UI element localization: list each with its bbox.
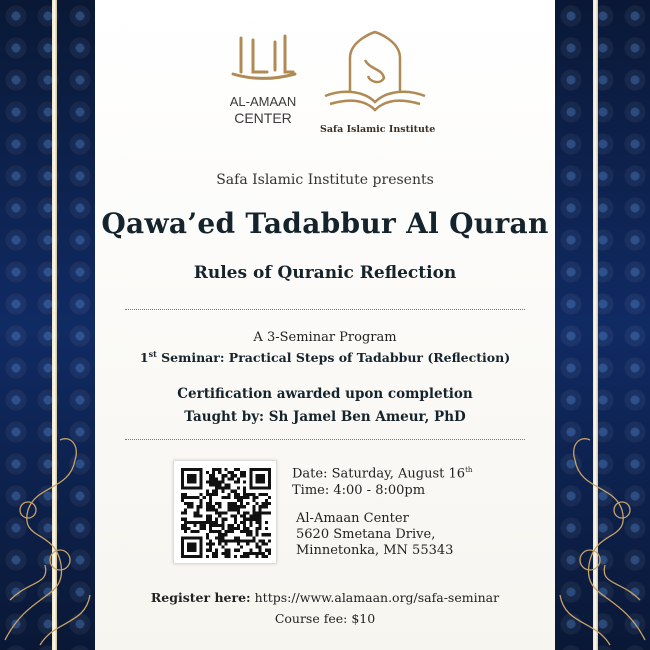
qr-code-icon: [181, 468, 271, 558]
arabic-calligraphy-icon: [223, 30, 303, 80]
program-description: A 3-Seminar Program: [253, 330, 397, 345]
venue-address: [296, 511, 453, 559]
safa-institute-logo: [320, 30, 436, 135]
event-date-suffix: th: [465, 466, 473, 474]
event-details: [292, 462, 472, 499]
teacher-line: Taught by: Sh Jamel Ben Ameur, PhD: [184, 409, 466, 425]
safa-logo-caption: Safa Islamic Institute: [320, 124, 436, 135]
divider-top: [125, 309, 525, 310]
event-date: [292, 462, 472, 482]
logo-row: [95, 30, 555, 140]
seminar-number: 1: [139, 350, 149, 366]
presents-line: Safa Islamic Institute presents: [216, 172, 434, 188]
course-fee: Course fee: $10: [274, 611, 376, 626]
event-time: Time: 4:00 - 8:00pm: [292, 483, 426, 499]
certification-note: Certification awarded upon completion: [177, 386, 473, 402]
right-ornament-border: [555, 0, 650, 650]
gold-swirl-ornament: [555, 390, 650, 650]
seminar-title: [95, 349, 555, 365]
event-date-text: Date: Saturday, August 16: [292, 466, 466, 482]
seminar-ordinal-suffix: st: [148, 349, 157, 359]
seminar-text: Seminar: Practical Steps of Tadabbur (Reflection): [156, 350, 511, 366]
venue-street: 5620 Smetana Drive,: [296, 527, 436, 542]
open-book-arch-icon: [320, 30, 430, 112]
divider-bottom: [125, 439, 525, 440]
flyer-panel: [95, 0, 555, 650]
register-link[interactable]: https://www.alamaan.org/safa-seminar: [254, 590, 500, 605]
register-line: [95, 590, 555, 605]
gold-swirl-ornament: [0, 390, 95, 650]
qr-code[interactable]: [173, 460, 277, 564]
venue-city: Minnetonka, MN 55343: [296, 543, 454, 558]
page-subtitle: Rules of Quranic Reflection: [193, 263, 457, 283]
al-amaan-logo-line1: AL-AMAAN: [229, 94, 297, 109]
register-label: Register here:: [150, 590, 251, 605]
page-title: Qawa’ed Tadabbur Al Quran: [101, 207, 549, 240]
left-ornament-border: [0, 0, 95, 650]
al-amaan-logo: [223, 30, 303, 126]
al-amaan-logo-line2: CENTER: [234, 110, 292, 126]
venue-name: Al-Amaan Center: [296, 511, 409, 526]
